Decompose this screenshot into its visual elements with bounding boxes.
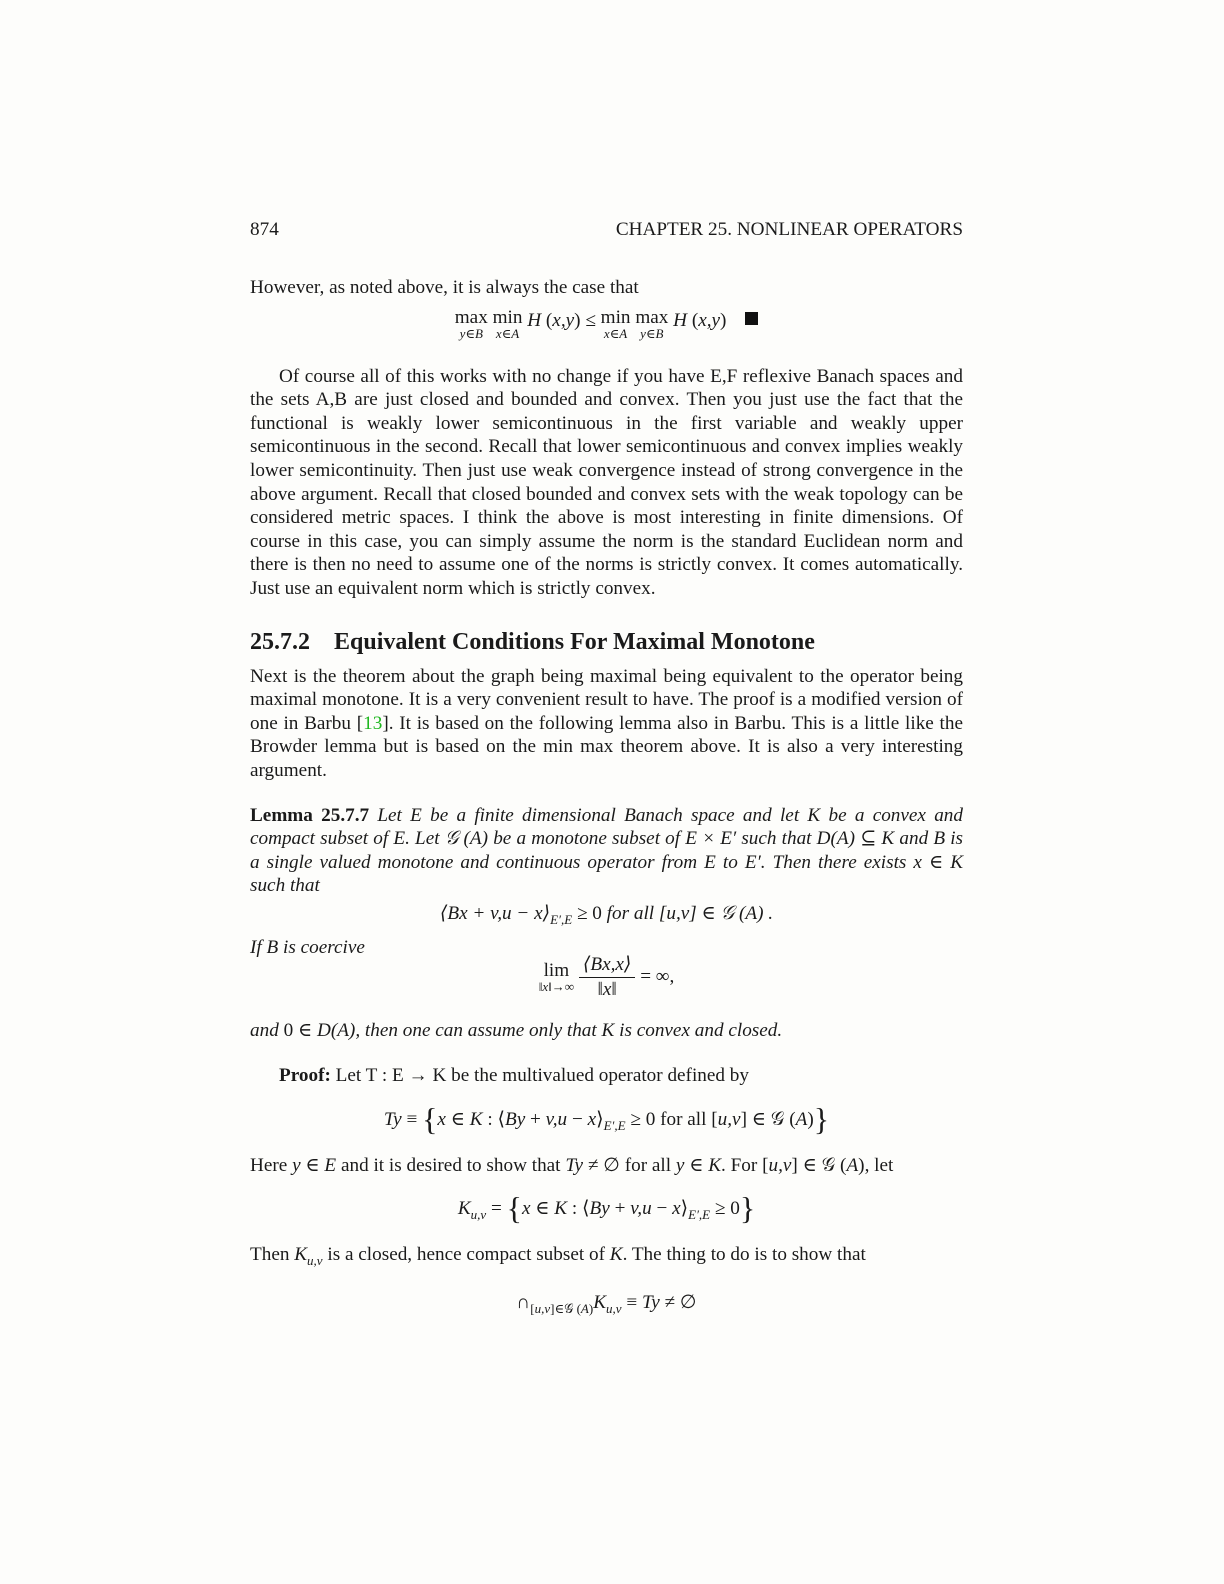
page-header (250, 218, 963, 246)
coercive-line: If B is coercive (250, 936, 365, 958)
proof-label: Proof: (279, 1065, 331, 1087)
citation-link[interactable]: 13 (363, 712, 383, 734)
intersection-equation: $\cap_{[u,v]\in 𝒢 (A)}K_{u,v} \equiv Ty$ ≠ ∅ (516, 1291, 697, 1316)
paragraph-intro-theorem: Next is the theorem about the graph being maximal being equivalent to the operator being maximal monotone. It is a very convenient result to have. The proof is a modified version of one in Barbu [13]. It is based on the following lemma also in Barbu. This is a little like the Browder lemma but is based on the min max theorem above. It is also a very interesting argument. (250, 665, 963, 781)
section-heading (250, 627, 963, 657)
lemma-inequality: ⟨Bx + $v,u - x⟩_{E',E} \ge 0$ for all [u,v] ∈ 𝒢 (A) . (439, 902, 774, 927)
qed-square-icon (745, 312, 758, 325)
document-page (250, 218, 963, 1325)
paragraph-reflexive: Of course all of this works with no change if you have E,F reflexive Banach spaces and the sets A,B are just closed and bounded and convex. Then you just use the fact that the functional is weakly lower semicontinuous in the first variable and weakly upper semicontinuous in the second. Recall that lower semicontinuous and convex implies weakly lower semicontinuity. Then just use weak convergence instead of strong convergence in the above argument. Recall that closed bounded and convex sets with the weak topology can be considered metric spaces. I think the above is most interesting in finite dimensions. Of course in this case, you can simply assume the norm is the standard Euclidean norm and there is then no need to assume one of the norms is strictly convex. It comes automatically. Just use an equivalent norm which is strictly convex. (250, 365, 963, 599)
lemma-label: Lemma 25.7.7 (250, 804, 370, 826)
section-number: 25.7.2 (250, 628, 310, 655)
then-line: Then $K_{u,v}$ is a closed, hence compact subset of K. The thing to do is to show that (250, 1244, 866, 1269)
coercive-limit: lim ‖x‖→∞ $\frac{⟨Bx,x⟩}{‖x‖}$ = ∞, (538, 954, 675, 1001)
running-title: CHAPTER 25. NONLINEAR OPERATORS (615, 219, 963, 240)
page-number: 874 (250, 219, 279, 240)
kuv-definition: $K_{u,v} = \{x$ ∈ K : ⟨By + $v,u - x⟩_{E',E} \ge 0$} (457, 1190, 756, 1227)
here-line: Here y ∈ E and it is desired to show that Ty ≠ ∅ for all y ∈ K. For [u,v] ∈ 𝒢 (A), let (250, 1154, 894, 1176)
section-title: Equivalent Conditions For Maximal Monotone (334, 628, 815, 655)
minmax-inequality: max y∈B min x∈A H (x,y) ≤ min x∈A max y∈B H (x,y) (250, 309, 963, 357)
lemma-statement: Lemma 25.7.7 Let E be a finite dimensional Banach space and let K be a convex and compact subset of E. Let 𝒢 (A) be a monotone subset of E × E′ such that D(A) ⊆ K and B is a single valued monotone and continuous operator from E to E′. Then there exists x ∈ K such that (250, 804, 963, 897)
lemma-closing: and 0 ∈ D(A), then one can assume only that K is convex and closed. (250, 1020, 783, 1042)
proof-start: Proof: Let T : E → K be the multivalued operator defined by (279, 1065, 749, 1087)
ty-definition: Ty ≡ {x ∈ K : ⟨By + $v,u - x⟩_{E',E} \ge 0$ for all [u,v] ∈ 𝒢 (A)} (383, 1100, 830, 1137)
intro-line: However, as noted above, it is always the case that (250, 277, 639, 298)
